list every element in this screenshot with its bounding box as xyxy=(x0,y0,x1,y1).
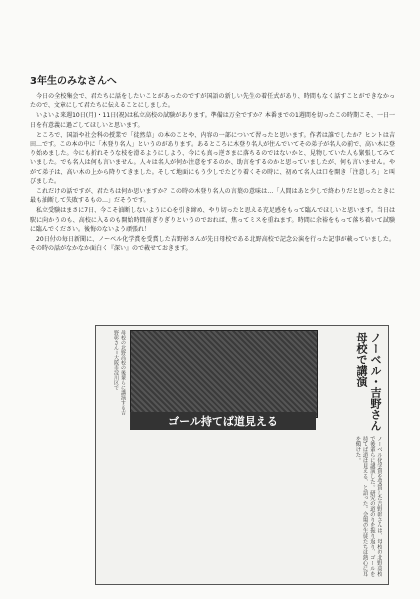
news-photo xyxy=(130,330,318,418)
paragraph: いよいよ来週10日(月)・11日(祝)は私立高校の試験があります。準備は万全ですか？本番までの1週間を切ったこの時期こそ、一日一日を有意義に過ごしてほしいと思います。 xyxy=(30,112,395,129)
paragraph: 私立受験はまさに7日、今こそ油断しないように心を引き締め、やり切ったと思える充足感をもって臨んでほしいと思います。当日は駅に向かうのも、高校に入るのも開始時間前ぎりぎりというのでおれば、焦ってミスを重ねます。時間に余裕をもって落ち着いて試験に臨んでください。後悔のないよう頑張れ！ xyxy=(30,207,395,233)
paragraph: 今日の全校集会で、君たちに話をしたいことがあったのですが国語の新しい先生の着任式があり、時間もなく話すことができなかったので、文章にして君たちに伝えることにしました。 xyxy=(30,93,395,110)
paragraph: これだけの話ですが、君たちは何か思いますか？この時の木登り名人の言葉の意味は…「人間はあと少しで終わりだと思ったときに最も油断して失敗するもの…」だそうです。 xyxy=(30,188,395,205)
newspaper-clipping xyxy=(95,325,389,585)
document-heading: 3年生のみなさんへ xyxy=(30,76,117,87)
clipping-article: ノーベル化学賞を受賞した吉野彰さんは、母校の北野高校で後輩らに講演した。研究の道のりを振り返り、ゴールを持てば道は見える、と語った。会場の生徒たちは熱心に耳を傾けた。 xyxy=(354,436,382,577)
document-body xyxy=(30,92,395,254)
paragraph: 20日付の毎日新聞に、ノーベル化学賞を受賞した吉野彰さんが先日母校である北野高校で記念公演を行った記事が載っていました。その時の話がなかなか面白く『深い』ので載せておきます。 xyxy=(30,236,395,253)
clipping-side-headline: ノーベル・吉野さん 母校で講演 xyxy=(355,332,382,431)
clipping-headline: ゴール持てば道見える xyxy=(130,412,316,430)
photo-caption: 母校の北野高校の後輩らに講演する吉野彰さん＝大阪市淀川区で xyxy=(113,330,126,415)
paragraph: ところで、国語や社会科の授業で「徒然草」の本のことや、内容の一部について習ったと思います。作者は誰でしたか？ヒントは吉田…です。この本の中に「木登り名人」というのがあります。あるところに木登り名人が住んでいてその弟子が名人の前で、高い木に登り始めました。今にも折れそうな枝を滑るようにしよう、今にも真っ逆さまに落ちるのではないかと、見物していた人も緊張してみていました。でも名人は何も言いません。人々は名人が何か注意をするのか、助言をするのかと思っていましたが、何も言いません。やがて弟子は、高い木の上から降りてきました。そして地面にもう少しでたどり着くその時に、初めて名人は口を開き「注意しろ」と叫びました。 xyxy=(30,131,395,185)
